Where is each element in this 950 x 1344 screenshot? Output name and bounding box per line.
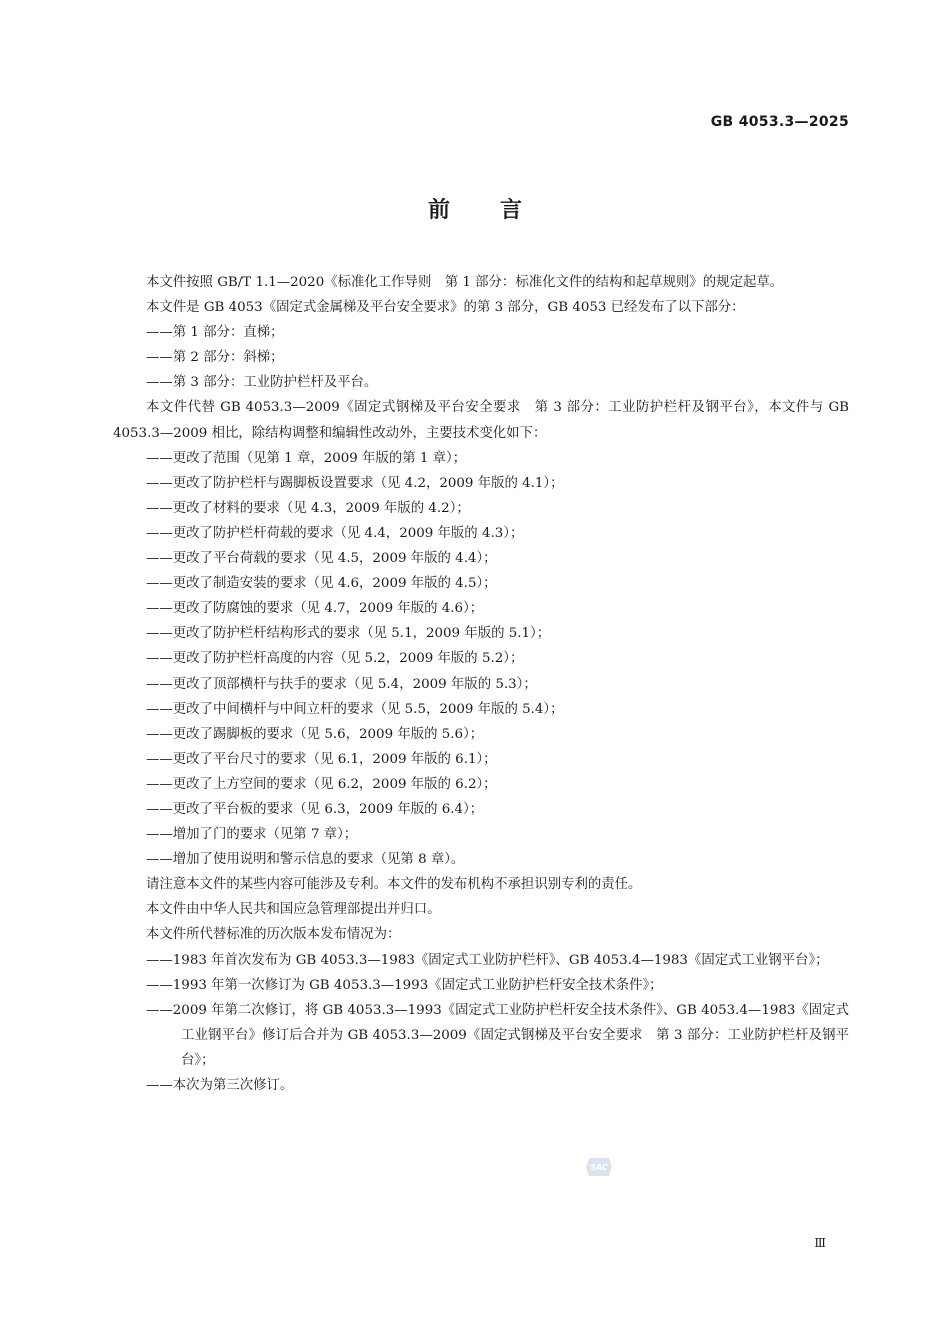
paragraph-drafting-basis: 本文件按照 GB/T 1.1—2020《标准化工作导则 第 1 部分：标准化文件的结构和起草规则》的规定起草。 <box>146 275 784 290</box>
list-item: ——更改了顶部横杆与扶手的要求（见 5.4，2009 年版的 5.3）； <box>146 676 537 692</box>
list-item: ——第 3 部分：工业防护栏杆及平台。 <box>146 375 378 391</box>
list-item: ——更改了中间横杆与中间立杆的要求（见 5.5，2009 年版的 5.4）； <box>146 701 564 717</box>
standard-number: GB 4053.3—2025 <box>710 114 849 130</box>
watermark-text: SAC <box>590 1163 608 1172</box>
list-item: ——更改了踢脚板的要求（见 5.6，2009 年版的 5.6）； <box>146 726 484 742</box>
list-item: ——更改了材料的要求（见 4.3，2009 年版的 4.2）； <box>146 500 470 516</box>
list-item: ——增加了门的要求（见第 7 章）； <box>146 827 358 843</box>
paragraph-series-parts: 本文件是 GB 4053《固定式金属梯及平台安全要求》的第 3 部分，GB 4053 已经发布了以下部分： <box>146 300 745 316</box>
list-item: ——第 2 部分：斜梯； <box>146 350 284 366</box>
paragraph-patent-notice: 请注意本文件的某些内容可能涉及专利。本文件的发布机构不承担识别专利的责任。 <box>146 877 642 893</box>
parts-list <box>113 320 849 395</box>
changes-list <box>113 446 849 873</box>
list-item: ——1993 年第一次修订为 GB 4053.3—1993《固定式工业防护栏杆安全技术条件》； <box>146 977 663 993</box>
list-item: ——更改了制造安装的要求（见 4.6，2009 年版的 4.5）； <box>146 576 497 592</box>
list-item: ——更改了防护栏杆结构形式的要求（见 5.1，2009 年版的 5.1）； <box>146 626 551 642</box>
list-item: ——本次为第三次修订。 <box>146 1078 294 1093</box>
list-item: ——更改了防护栏杆高度的内容（见 5.2，2009 年版的 5.2）； <box>146 651 524 667</box>
list-item: ——更改了防护栏杆荷载的要求（见 4.4，2009 年版的 4.3）； <box>146 525 524 541</box>
list-item: ——第 1 部分：直梯； <box>146 325 284 341</box>
page-title: 前言 <box>427 198 572 223</box>
list-item: ——更改了防腐蚀的要求（见 4.7，2009 年版的 4.6）； <box>146 601 484 617</box>
history-list <box>113 948 849 1099</box>
paragraph-replaces: 本文件代替 GB 4053.3—2009《固定式钢梯及平台安全要求 第 3 部分：工业防护栏杆及钢平台》，本文件与 GB 4053.3—2009 相比，除结构调整和编辑性改动外，主要技术变化如下： <box>113 400 849 441</box>
list-item: ——2009 年第二次修订，将 GB 4053.3—1993《固定式工业防护栏杆安全技术条件》、GB 4053.4—1983《固定式工业钢平台》修订后合并为 GB 4053.3—2009《固定式钢梯及平台安全要求 第 3 部分：工业防护栏杆及钢平台》； <box>146 1002 849 1068</box>
list-item: ——更改了平台板的要求（见 6.3，2009 年版的 6.4）； <box>146 801 484 817</box>
list-item: ——更改了平台尺寸的要求（见 6.1，2009 年版的 6.1）； <box>146 751 497 767</box>
list-item: ——更改了平台荷载的要求（见 4.5，2009 年版的 4.4）； <box>146 551 497 567</box>
sac-watermark-logo <box>585 1156 613 1178</box>
list-item: ——更改了防护栏杆与踢脚板设置要求（见 4.2，2009 年版的 4.1）； <box>146 475 564 491</box>
list-item: ——更改了范围（见第 1 章，2009 年版的第 1 章）； <box>146 450 467 466</box>
list-item: ——增加了使用说明和警示信息的要求（见第 8 章）。 <box>146 852 465 868</box>
document-body <box>113 270 849 1098</box>
page-number: Ⅲ <box>814 1236 826 1250</box>
list-item: ——更改了上方空间的要求（见 6.2，2009 年版的 6.2）； <box>146 776 497 792</box>
paragraph-proposer: 本文件由中华人民共和国应急管理部提出并归口。 <box>146 902 441 918</box>
list-item: ——1983 年首次发布为 GB 4053.3—1983《固定式工业防护栏杆》、GB 4053.4—1983《固定式工业钢平台》； <box>146 952 829 968</box>
paragraph-history-intro: 本文件所代替标准的历次版本发布情况为： <box>146 927 401 943</box>
